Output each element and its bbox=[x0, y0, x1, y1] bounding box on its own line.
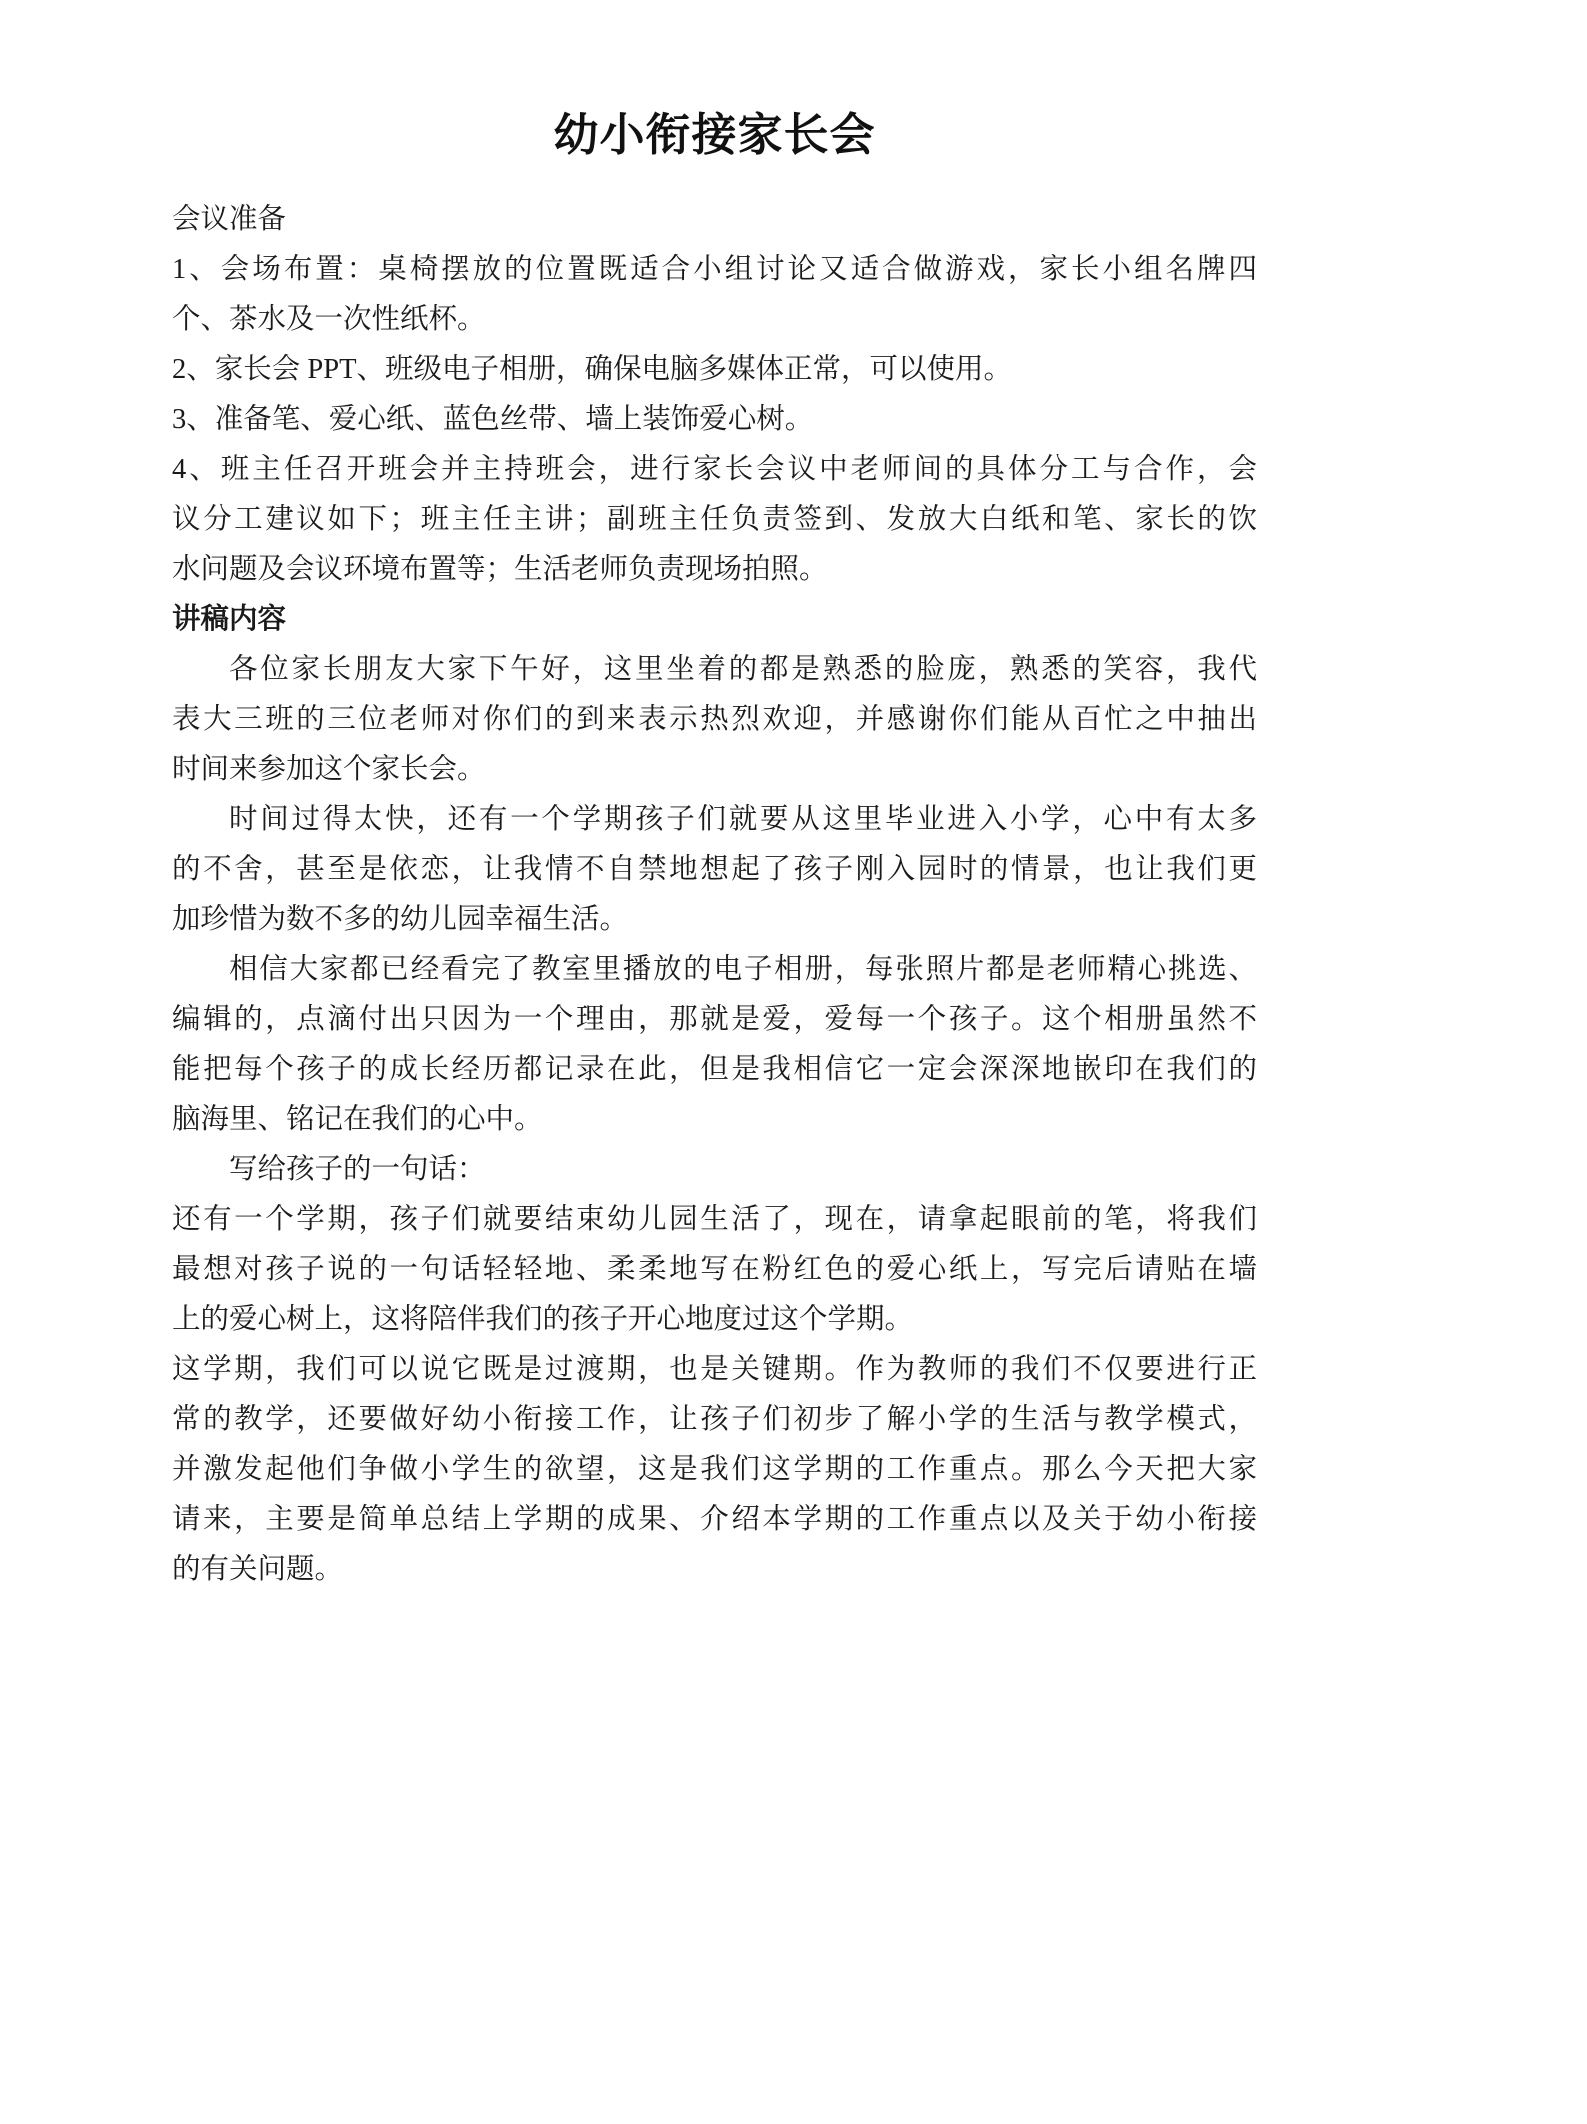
speech-p6-line-2: 常的教学，还要做好幼小衔接工作，让孩子们初步了解小学的生活与教学模式， bbox=[172, 1404, 1257, 1435]
page-title: 幼小衔接家长会 bbox=[553, 108, 876, 161]
speech-p3-line-2: 编辑的，点滴付出只因为一个理由，那就是爱，爱每一个孩子。这个相册虽然不 bbox=[172, 1004, 1257, 1035]
speech-paragraph-4 bbox=[172, 1145, 1257, 1195]
speech-p6-line-5: 的有关问题。 bbox=[172, 1554, 344, 1585]
prep-item-4 bbox=[172, 445, 1257, 595]
speech-p2-line-1: 时间过得太快，还有一个学期孩子们就要从这里毕业进入小学，心中有太多 bbox=[229, 804, 1257, 835]
speech-p3-line-4: 脑海里、铭记在我们的心中。 bbox=[172, 1104, 543, 1135]
speech-p6-line-1: 这学期，我们可以说它既是过渡期，也是关键期。作为教师的我们不仅要进行正 bbox=[172, 1354, 1257, 1385]
prep-item-3-line-1: 3、准备笔、爱心纸、蓝色丝带、墙上装饰爱心树。 bbox=[172, 404, 814, 435]
speech-p6-line-4: 请来，主要是简单总结上学期的成果、介绍本学期的工作重点以及关于幼小衔接 bbox=[172, 1504, 1257, 1535]
speech-paragraph-3 bbox=[172, 945, 1257, 1145]
prep-item-4-line-3: 水问题及会议环境布置等；生活老师负责现场拍照。 bbox=[172, 554, 828, 585]
prep-item-3 bbox=[172, 395, 1257, 445]
speech-p3-line-3: 能把每个孩子的成长经历都记录在此，但是我相信它一定会深深地嵌印在我们的 bbox=[172, 1054, 1257, 1085]
speech-paragraph-1 bbox=[172, 645, 1257, 795]
speech-p6-line-3: 并激发起他们争做小学生的欲望，这是我们这学期的工作重点。那么今天把大家 bbox=[172, 1454, 1257, 1485]
page-content bbox=[172, 0, 1257, 1595]
speech-p1-line-3: 时间来参加这个家长会。 bbox=[172, 754, 486, 785]
speech-p5-line-3: 上的爱心树上，这将陪伴我们的孩子开心地度过这个学期。 bbox=[172, 1304, 914, 1335]
speech-p5-line-1: 还有一个学期，孩子们就要结束幼儿园生活了，现在，请拿起眼前的笔，将我们 bbox=[172, 1204, 1257, 1235]
speech-p4-line-1: 写给孩子的一句话： bbox=[229, 1154, 486, 1185]
section-label-meeting-prep: 会议准备 bbox=[172, 204, 287, 235]
speech-p2-line-3: 加珍惜为数不多的幼儿园幸福生活。 bbox=[172, 904, 629, 935]
prep-item-1-line-2: 个、茶水及一次性纸杯。 bbox=[172, 304, 486, 335]
speech-p2-line-2: 的不舍，甚至是依恋，让我情不自禁地想起了孩子刚入园时的情景，也让我们更 bbox=[172, 854, 1257, 885]
prep-item-2 bbox=[172, 345, 1257, 395]
speech-paragraph-5 bbox=[172, 1195, 1257, 1345]
speech-p1-line-1: 各位家长朋友大家下午好，这里坐着的都是熟悉的脸庞，熟悉的笑容，我代 bbox=[229, 654, 1257, 685]
speech-p5-line-2: 最想对孩子说的一句话轻轻地、柔柔地写在粉红色的爱心纸上，写完后请贴在墙 bbox=[172, 1254, 1257, 1285]
section-heading-speech-content: 讲稿内容 bbox=[172, 604, 287, 635]
prep-item-1 bbox=[172, 245, 1257, 345]
document-body bbox=[172, 195, 1257, 1595]
speech-p3-line-1: 相信大家都已经看完了教室里播放的电子相册，每张照片都是老师精心挑选、 bbox=[229, 954, 1257, 985]
prep-item-2-line-1: 2、家长会 PPT、班级电子相册，确保电脑多媒体正常，可以使用。 bbox=[172, 354, 1012, 385]
speech-p1-line-2: 表大三班的三位老师对你们的到来表示热烈欢迎，并感谢你们能从百忙之中抽出 bbox=[172, 704, 1257, 735]
speech-paragraph-2 bbox=[172, 795, 1257, 945]
speech-paragraph-6 bbox=[172, 1345, 1257, 1595]
prep-item-4-line-2: 议分工建议如下；班主任主讲；副班主任负责签到、发放大白纸和笔、家长的饮 bbox=[172, 504, 1257, 535]
prep-item-4-line-1: 4、班主任召开班会并主持班会，进行家长会议中老师间的具体分工与合作，会 bbox=[172, 454, 1257, 485]
prep-item-1-line-1: 1、会场布置：桌椅摆放的位置既适合小组讨论又适合做游戏，家长小组名牌四 bbox=[172, 254, 1257, 285]
